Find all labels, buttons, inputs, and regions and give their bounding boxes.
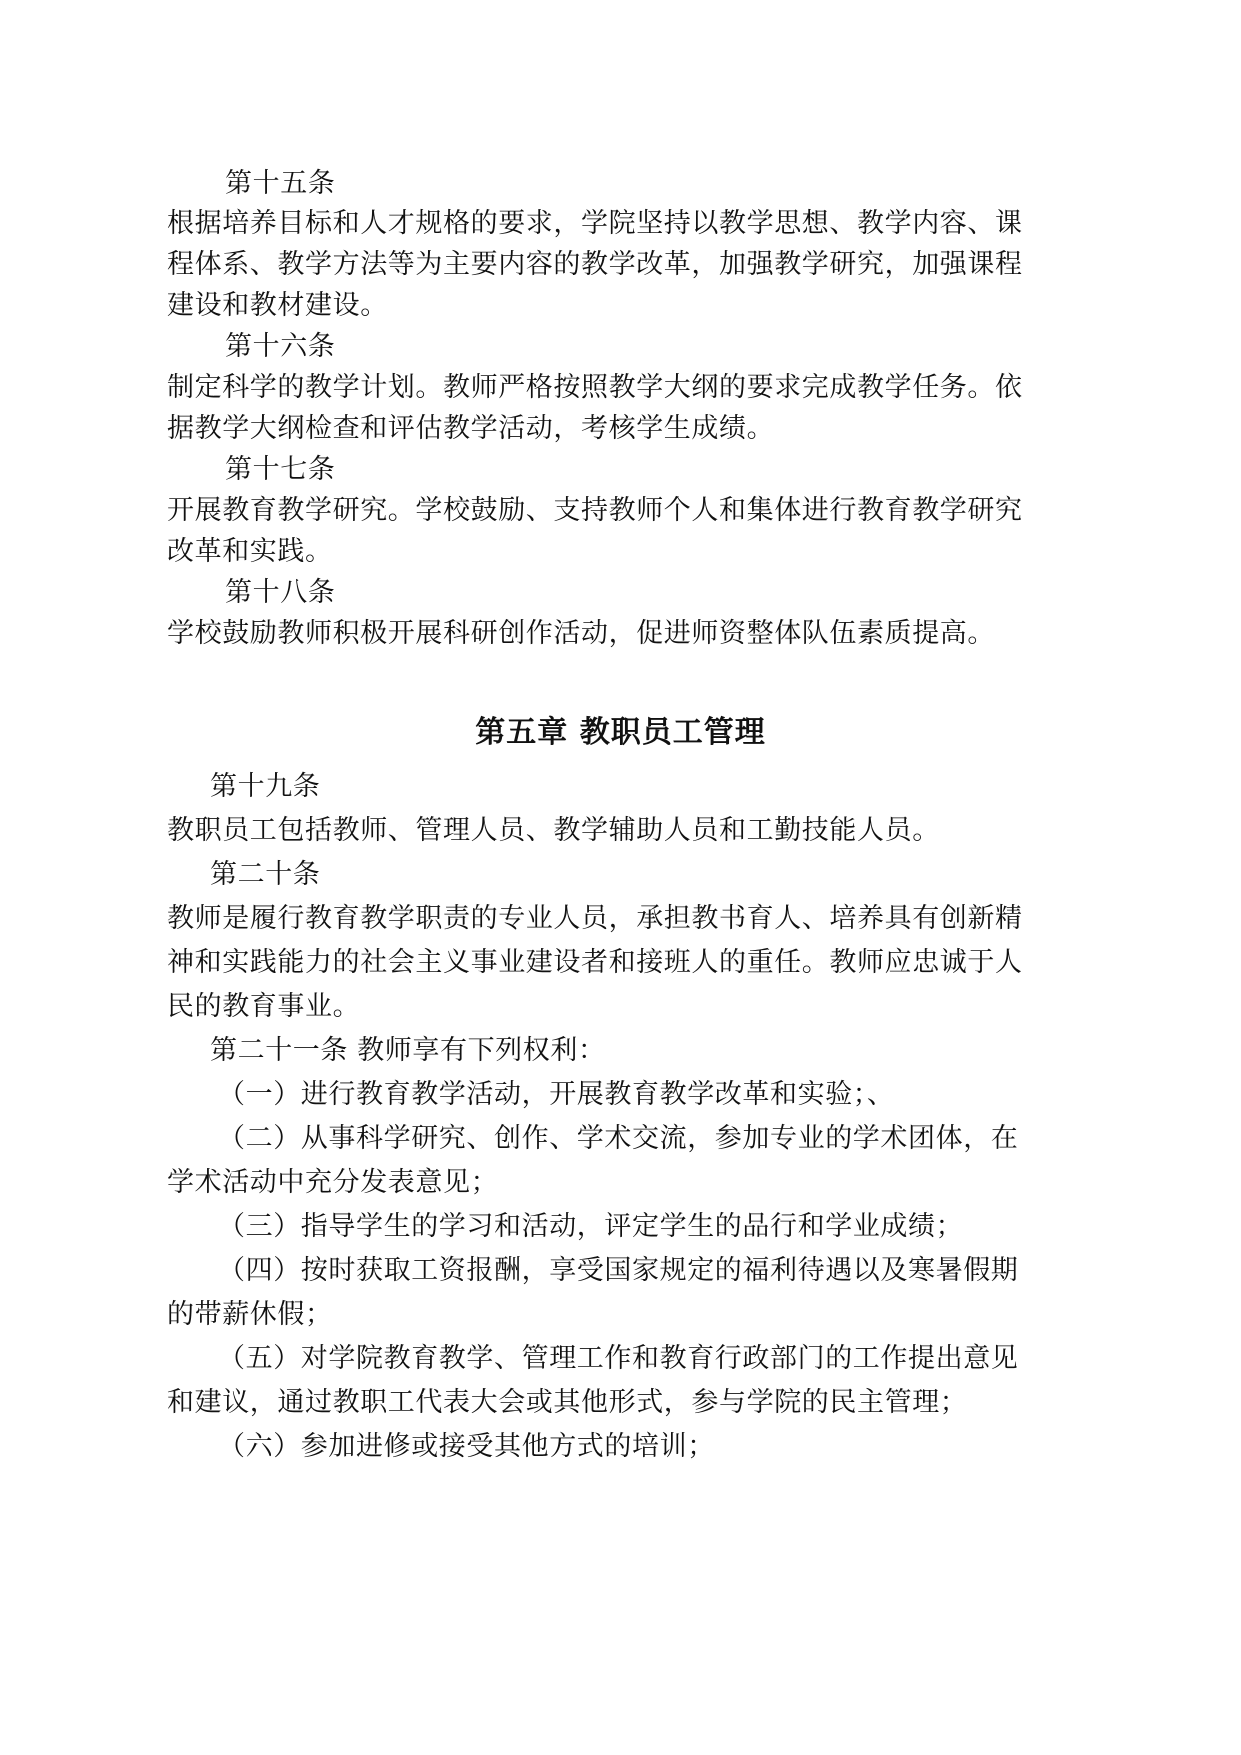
article-21-item: （五）对学院教育教学、管理工作和教育行政部门的工作提出意见 bbox=[218, 1343, 1019, 1374]
article-17-text-line: 开展教育教学研究。学校鼓励、支持教师个人和集体进行教育教学研究 bbox=[167, 495, 1023, 526]
article-16-text-line: 据教学大纲检查和评估教学活动，考核学生成绩。 bbox=[167, 413, 775, 444]
article-17-text-line: 改革和实践。 bbox=[167, 536, 333, 567]
article-15-title: 第十五条 bbox=[225, 168, 336, 199]
article-21-item-continuation: 和建议，通过教职工代表大会或其他形式，参与学院的民主管理； bbox=[167, 1387, 968, 1418]
article-20-text-line: 民的教育事业。 bbox=[167, 991, 361, 1022]
article-16-text-line: 制定科学的教学计划。教师严格按照教学大纲的要求完成教学任务。依 bbox=[167, 372, 1023, 403]
article-21-item: （三）指导学生的学习和活动，评定学生的品行和学业成绩； bbox=[218, 1211, 964, 1242]
article-15-text-line: 程体系、教学方法等为主要内容的教学改革，加强教学研究，加强课程 bbox=[167, 249, 1023, 280]
article-21-item-continuation: 学术活动中充分发表意见； bbox=[167, 1167, 499, 1198]
article-21-item: （二）从事科学研究、创作、学术交流，参加专业的学术团体，在 bbox=[218, 1123, 1019, 1154]
article-16-title: 第十六条 bbox=[225, 331, 336, 362]
article-18-text-line: 学校鼓励教师积极开展科研创作活动，促进师资整体队伍素质提高。 bbox=[167, 618, 995, 649]
article-21-title: 第二十一条 教师享有下列权利： bbox=[210, 1035, 606, 1066]
article-17-title: 第十七条 bbox=[225, 454, 336, 485]
article-19-title: 第十九条 bbox=[210, 771, 321, 802]
article-18-title: 第十八条 bbox=[225, 577, 336, 608]
chapter-5-heading: 第五章 教职员工管理 bbox=[475, 715, 766, 750]
article-20-text-line: 教师是履行教育教学职责的专业人员，承担教书育人、培养具有创新精 bbox=[167, 903, 1023, 934]
article-21-item: （四）按时获取工资报酬，享受国家规定的福利待遇以及寒暑假期 bbox=[218, 1255, 1019, 1286]
article-15-text-line: 根据培养目标和人才规格的要求，学院坚持以教学思想、教学内容、课 bbox=[167, 208, 1023, 239]
article-15-text-line: 建设和教材建设。 bbox=[167, 290, 388, 321]
article-21-item: （一）进行教育教学活动，开展教育教学改革和实验；、 bbox=[218, 1079, 895, 1110]
article-20-text-line: 神和实践能力的社会主义事业建设者和接班人的重任。教师应忠诚于人 bbox=[167, 947, 1023, 978]
article-21-item-continuation: 的带薪休假； bbox=[167, 1299, 333, 1330]
article-19-text-line: 教职员工包括教师、管理人员、教学辅助人员和工勤技能人员。 bbox=[167, 815, 940, 846]
article-21-item: （六）参加进修或接受其他方式的培训； bbox=[218, 1431, 715, 1462]
article-20-title: 第二十条 bbox=[210, 859, 321, 890]
